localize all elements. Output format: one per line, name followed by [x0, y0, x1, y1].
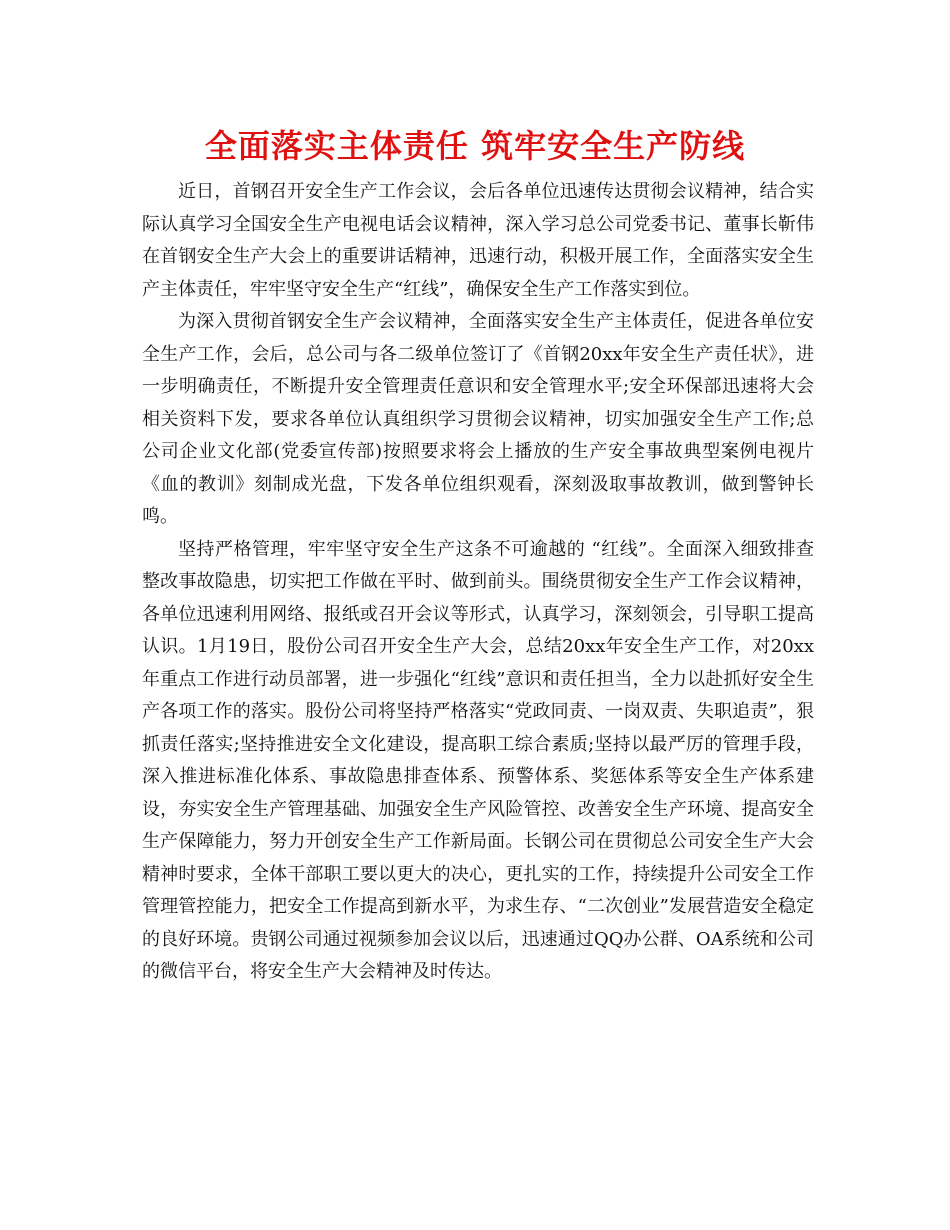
document-title: 全面落实主体责任 筑牢安全生产防线	[204, 127, 746, 165]
paragraph-2: 为深入贯彻首钢安全生产会议精神，全面落实安全生产主体责任，促进各单位安全生产工作，会后，总公司与各二级单位签订了《首钢20xx年安全生产责任状》，进一步明确责任，不断提升安全管理责任意识和安全管理水平;安全环保部迅速将大会相关资料下发，要求各单位认真组织学习贯彻会议精神，切实加强安全生产工作;总公司企业文化部(党委宣传部)按照要求将会上播放的生产安全事故典型案例电视片《血的教训》刻制成光盘，下发各单位组织观看，深刻汲取事故教训，做到警钟长鸣。	[142, 311, 814, 527]
document-body	[142, 176, 814, 989]
paragraph-1: 近日，首钢召开安全生产工作会议，会后各单位迅速传达贯彻会议精神，结合实际认真学习全国安全生产电视电话会议精神，深入学习总公司党委书记、董事长靳伟在首钢安全生产大会上的重要讲话精神，迅速行动，积极开展工作，全面落实安全生产主体责任，牢牢坚守安全生产“红线”，确保安全生产工作落实到位。	[142, 181, 814, 300]
paragraph-3: 坚持严格管理，牢牢坚守安全生产这条不可逾越的 “红线”。全面深入细致排查整改事故隐患，切实把工作做在平时、做到前头。围绕贯彻安全生产工作会议精神，各单位迅速利用网络、报纸或召开会议等形式，认真学习，深刻领会，引导职工提高认识。1月19日，股份公司召开安全生产大会，总结20xx年安全生产工作，对20xx年重点工作进行动员部署，进一步强化“红线”意识和责任担当，全力以赴抓好安全生产各项工作的落实。股份公司将坚持严格落实“党政同责、一岗双责、失职追责”，狠抓责任落实;坚持推进安全文化建设，提高职工综合素质;坚持以最严厉的管理手段，深入推进标准化体系、事故隐患排查体系、预警体系、奖惩体系等安全生产体系建设，夯实安全生产管理基础、加强安全生产风险管控、改善安全生产环境、提高安全生产保障能力，努力开创安全生产工作新局面。长钢公司在贯彻总公司安全生产大会精神时要求，全体干部职工要以更大的决心，更扎实的工作，持续提升公司安全工作管理管控能力，把安全工作提高到新水平，为求生存、“二次创业”发展营造安全稳定的良好环境。贵钢公司通过视频参加会议以后，迅速通过QQ办公群、OA系统和公司的微信平台，将安全生产大会精神及时传达。	[142, 538, 814, 982]
